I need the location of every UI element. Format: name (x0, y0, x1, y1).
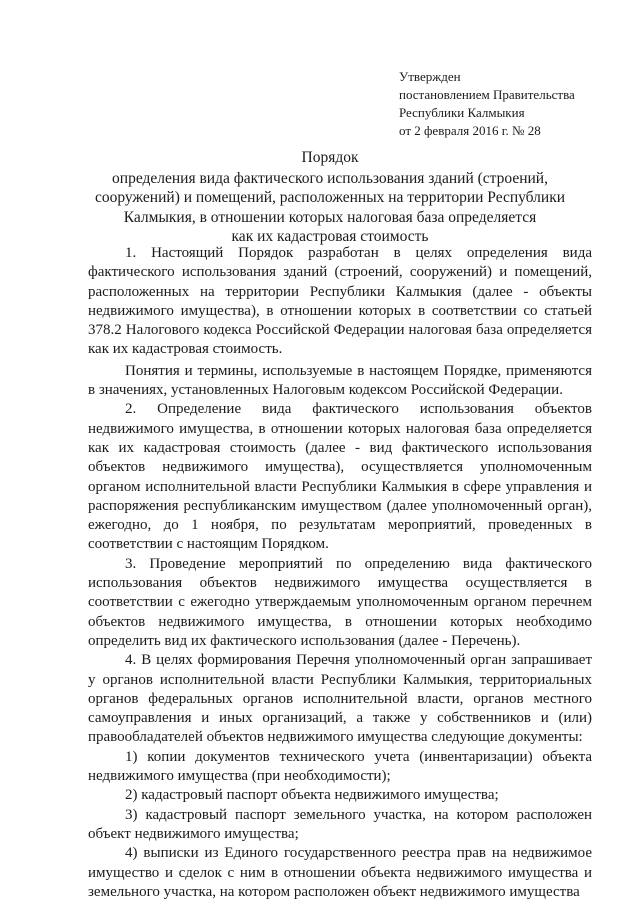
approval-stamp (399, 68, 619, 140)
title-line: сооружений) и помещений, расположенных на территории Республики (94, 189, 566, 206)
approval-line: Республики Калмыкия (399, 105, 525, 120)
paragraph-terms: Понятия и термины, используемые в настоящем Порядке, применяются в значениях, установленных Налоговым кодексом Российской Федерации. (88, 362, 592, 399)
list-item-1: 1) копии документов технического учета (инвентаризации) объекта недвижимого имущества (при необходимости); (88, 748, 592, 785)
list-item-3: 3) кадастровый паспорт земельного участка, на котором расположен объект недвижимого имущества; (88, 806, 592, 842)
title-line: Калмыкия, в отношении которых налоговая база определяется (123, 208, 537, 226)
document-title (90, 148, 570, 247)
paragraph-1: 1. Настоящий Порядок разработан в целях определения вида фактического использования зданий (строений, сооружений) и помещений, расположенных на территории Республики Калмыкия (далее - объекты недвижимого имущества), в отношении которых в соответствии со статьей 378.2 Налогового кодекса Российской Федерации налоговая база определяется как их кадастровая стоимость. (88, 245, 592, 358)
paragraph-4: 4. В целях формирования Перечня уполномоченный орган запрашивает у органов исполнительной власти Республики Калмыкия, территориальных органов федеральных органов исполнительной власти, органов местного самоуправления и иных организаций, а также у собственников и (или) правообладателей объектов недвижимого имущества следующие документы: (88, 652, 592, 746)
approval-line: постановлением Правительства (399, 87, 575, 102)
approval-date: от 2 февраля 2016 г. № 28 (399, 123, 541, 138)
approval-line: Утвержден (399, 69, 461, 84)
list-item-4: 4) выписки из Единого государственного реестра прав на недвижимое имущество и сделок с ним в отношении объекта недвижимого имущества и земельного участка, на котором расположен объект недвижимого имущества (88, 845, 592, 900)
list-item-2: 2) кадастровый паспорт объекта недвижимого имущества; (125, 787, 499, 804)
paragraph-3: 3. Проведение мероприятий по определению вида фактического использования объектов недвижимого имущества осуществляется в соответствии с ежегодно утверждаемым уполномоченным органом перечнем объектов недвижимого имущества, в отношении которых необходимо определить вид их фактического использования (далее - Перечень). (88, 555, 592, 649)
title-line: как их кадастровая стоимость (231, 228, 429, 245)
paragraph-2: 2. Определение вида фактического использования объектов недвижимого имущества, в отношении которых налоговая база определяется как их кадастровая стоимость (далее - вид фактического использования объектов недвижимого имущества), осуществляется уполномоченным органом исполнительной власти Республики Калмыкия в сфере управления и распоряжения республиканским имуществом (далее уполномоченный орган), ежегодно, до 1 ноября, по результатам мероприятий, проведенных в соответствии с настоящим Порядком. (88, 401, 592, 553)
document-body (88, 244, 592, 902)
title-line: определения вида фактического использования зданий (строений, (112, 169, 548, 187)
title-main: Порядок (301, 149, 359, 166)
